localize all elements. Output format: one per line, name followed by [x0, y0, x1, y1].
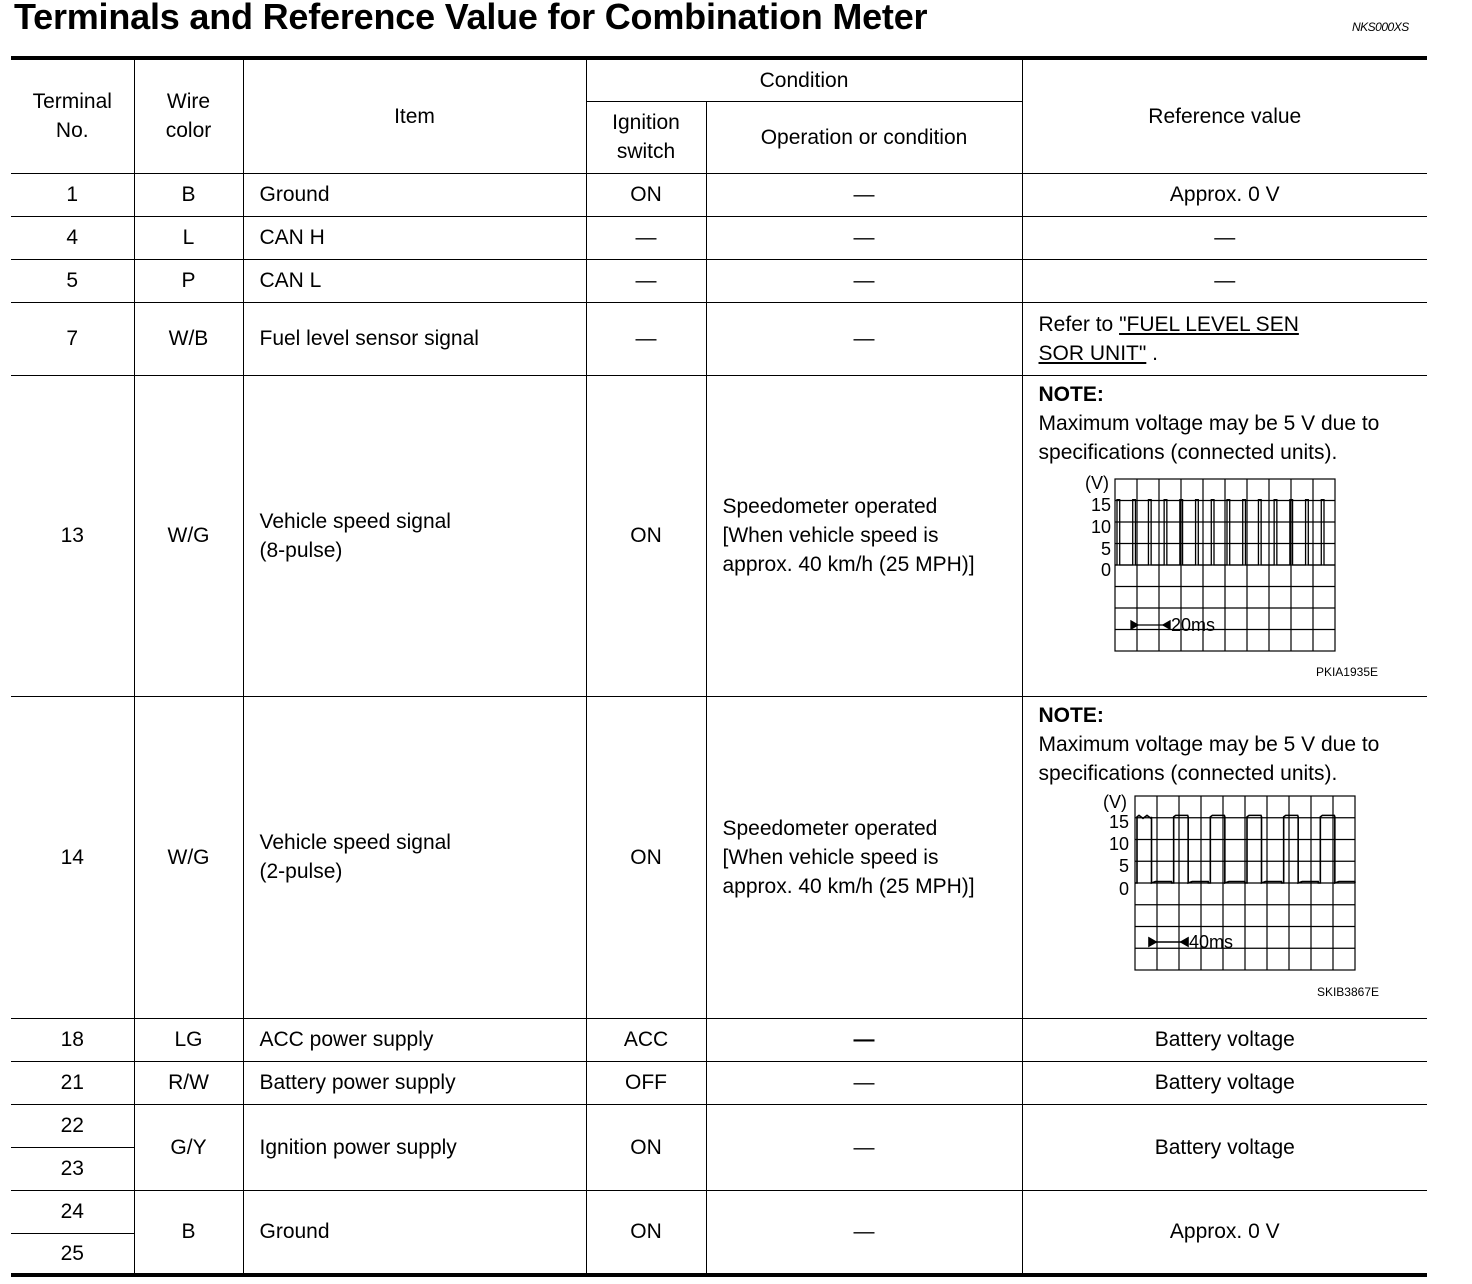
- header-ignition-switch: [586, 101, 706, 173]
- scope-y-tick: 5: [1118, 855, 1129, 876]
- wire-cell: B: [134, 173, 243, 216]
- scope-y-tick: 10: [1108, 833, 1129, 854]
- item-line: Vehicle speed signal: [259, 831, 451, 854]
- reference-suffix: .: [1146, 341, 1158, 365]
- scope-arrow-head: [1163, 621, 1170, 629]
- note-line: Maximum voltage may be 5 V due to: [1038, 411, 1380, 435]
- fuel-level-sensor-link-cont[interactable]: SOR UNIT": [1038, 341, 1147, 365]
- reference-cell: [1022, 375, 1427, 696]
- header-wire-line1: Wire: [166, 90, 211, 114]
- operation-line: approx. 40 km/h (25 MPH)]: [722, 874, 975, 898]
- wire-cell: P: [134, 259, 243, 302]
- reference-prefix: Refer to: [1038, 312, 1120, 336]
- terminal-cell: 4: [11, 216, 134, 259]
- wire-cell: B: [134, 1190, 243, 1275]
- item-cell: [243, 696, 586, 1018]
- reference-cell: —: [1022, 259, 1427, 302]
- scope-y-tick: 15: [1108, 811, 1129, 832]
- wire-cell: W/B: [134, 302, 243, 375]
- note-line: Maximum voltage may be 5 V due to: [1038, 732, 1380, 756]
- table-row: [11, 696, 1427, 1018]
- fuel-level-sensor-link[interactable]: "FUEL LEVEL SEN: [1119, 312, 1299, 336]
- table-row: [11, 173, 1427, 216]
- operation-line: approx. 40 km/h (25 MPH)]: [722, 553, 975, 576]
- page-title: Terminals and Reference Value for Combination Meter: [14, 0, 928, 37]
- scope-time-label: 20ms: [1170, 614, 1215, 635]
- header-ignition-line2: switch: [616, 140, 676, 163]
- item-cell: CAN L: [243, 259, 586, 302]
- scope-figure-code: PKIA1935E: [1315, 664, 1378, 679]
- table-row: [11, 302, 1427, 375]
- item-cell: Battery power supply: [243, 1061, 586, 1104]
- reference-cell: —: [1022, 216, 1427, 259]
- ignition-cell: ON: [586, 1104, 706, 1190]
- note-line: specifications (connected units).: [1038, 761, 1338, 785]
- terminal-cell: 7: [11, 302, 134, 375]
- ignition-cell: ON: [586, 375, 706, 696]
- operation-line: [When vehicle speed is: [722, 845, 939, 869]
- wire-cell: R/W: [134, 1061, 243, 1104]
- header-ignition-line1: Ignition: [612, 111, 680, 134]
- scope-arrow-head: [1181, 938, 1188, 946]
- wire-cell: W/G: [134, 696, 243, 1018]
- header-wire-color: [134, 58, 243, 173]
- ignition-cell: ACC: [586, 1018, 706, 1061]
- wire-cell: G/Y: [134, 1104, 243, 1190]
- scope-time-label: 40ms: [1188, 931, 1233, 952]
- reference-cell: Approx. 0 V: [1022, 173, 1427, 216]
- item-line: Vehicle speed signal: [259, 509, 451, 533]
- scope-unit-label: (V): [1084, 472, 1109, 493]
- ignition-cell: —: [586, 216, 706, 259]
- terminal-cell: 1: [11, 173, 134, 216]
- scope-unit-label: (V): [1102, 791, 1127, 812]
- table-row: [11, 216, 1427, 259]
- scope-y-tick: 0: [1100, 559, 1111, 580]
- operation-cell: [706, 696, 1022, 1018]
- header-terminal-line1: Terminal: [32, 90, 112, 114]
- wire-cell: L: [134, 216, 243, 259]
- operation-cell: —: [706, 173, 1022, 216]
- note-heading: NOTE:: [1038, 703, 1104, 727]
- item-line: (8-pulse): [259, 538, 343, 562]
- reference-cell: Battery voltage: [1022, 1104, 1427, 1190]
- operation-line: Speedometer operated: [722, 816, 938, 840]
- header-operation: Operation or condition: [706, 101, 1022, 173]
- note-line: specifications (connected units).: [1038, 440, 1338, 464]
- oscilloscope-waveform-8-pulse: [1023, 467, 1427, 691]
- operation-line: [When vehicle speed is: [722, 524, 939, 547]
- note-heading: NOTE:: [1038, 382, 1104, 406]
- header-terminal-line2: No.: [55, 119, 89, 143]
- reference-cell: [1022, 302, 1427, 375]
- item-cell: ACC power supply: [243, 1018, 586, 1061]
- operation-cell: [706, 375, 1022, 696]
- table-row: [11, 1018, 1427, 1061]
- reference-cell: Battery voltage: [1022, 1018, 1427, 1061]
- terminal-cell: 18: [11, 1018, 134, 1061]
- header-terminal-no: [11, 58, 134, 173]
- item-cell: Ground: [243, 173, 586, 216]
- scope-figure-code: SKIB3867E: [1316, 984, 1379, 999]
- item-cell: Fuel level sensor signal: [243, 302, 586, 375]
- terminals-table: [11, 56, 1427, 1277]
- terminal-cell: 21: [11, 1061, 134, 1104]
- terminal-cell: 25: [11, 1233, 134, 1275]
- ignition-cell: ON: [586, 1190, 706, 1275]
- operation-cell: —: [706, 1190, 1022, 1275]
- operation-cell: —: [706, 259, 1022, 302]
- document-code: NKS000XS: [1352, 20, 1409, 34]
- scope-arrow-head: [1149, 938, 1156, 946]
- terminal-cell: 5: [11, 259, 134, 302]
- header-reference-value: Reference value: [1022, 58, 1427, 173]
- table-row: [11, 259, 1427, 302]
- header-condition: Condition: [586, 58, 1022, 101]
- terminal-cell: 22: [11, 1104, 134, 1147]
- operation-cell: —: [706, 1018, 1022, 1061]
- table-row: [11, 1190, 1427, 1233]
- item-cell: [243, 375, 586, 696]
- terminal-cell: 14: [11, 696, 134, 1018]
- wire-cell: LG: [134, 1018, 243, 1061]
- terminal-cell: 23: [11, 1147, 134, 1190]
- operation-cell: —: [706, 302, 1022, 375]
- ignition-cell: —: [586, 259, 706, 302]
- operation-line: Speedometer operated: [722, 495, 938, 518]
- table-row: [11, 1061, 1427, 1104]
- ignition-cell: ON: [586, 173, 706, 216]
- oscilloscope-waveform-2-pulse: [1023, 788, 1427, 1012]
- operation-cell: —: [706, 216, 1022, 259]
- operation-cell: —: [706, 1104, 1022, 1190]
- table-row: [11, 375, 1427, 696]
- reference-cell: [1022, 696, 1427, 1018]
- item-cell: CAN H: [243, 216, 586, 259]
- header-item: Item: [243, 58, 586, 173]
- header-wire-line2: color: [165, 119, 212, 143]
- scope-y-tick: 5: [1100, 538, 1111, 559]
- scope-y-tick: 10: [1090, 516, 1111, 537]
- scope-y-tick: 0: [1118, 878, 1129, 899]
- scope-y-tick: 15: [1090, 494, 1111, 515]
- item-cell: Ignition power supply: [243, 1104, 586, 1190]
- table-row: [11, 1104, 1427, 1147]
- operation-cell: —: [706, 1061, 1022, 1104]
- reference-cell: Battery voltage: [1022, 1061, 1427, 1104]
- terminal-cell: 13: [11, 375, 134, 696]
- ignition-cell: —: [586, 302, 706, 375]
- reference-cell: Approx. 0 V: [1022, 1190, 1427, 1275]
- ignition-cell: ON: [586, 696, 706, 1018]
- item-cell: Ground: [243, 1190, 586, 1275]
- ignition-cell: OFF: [586, 1061, 706, 1104]
- wire-cell: W/G: [134, 375, 243, 696]
- item-line: (2-pulse): [259, 860, 343, 883]
- terminal-cell: 24: [11, 1190, 134, 1233]
- header-row: [11, 58, 1427, 101]
